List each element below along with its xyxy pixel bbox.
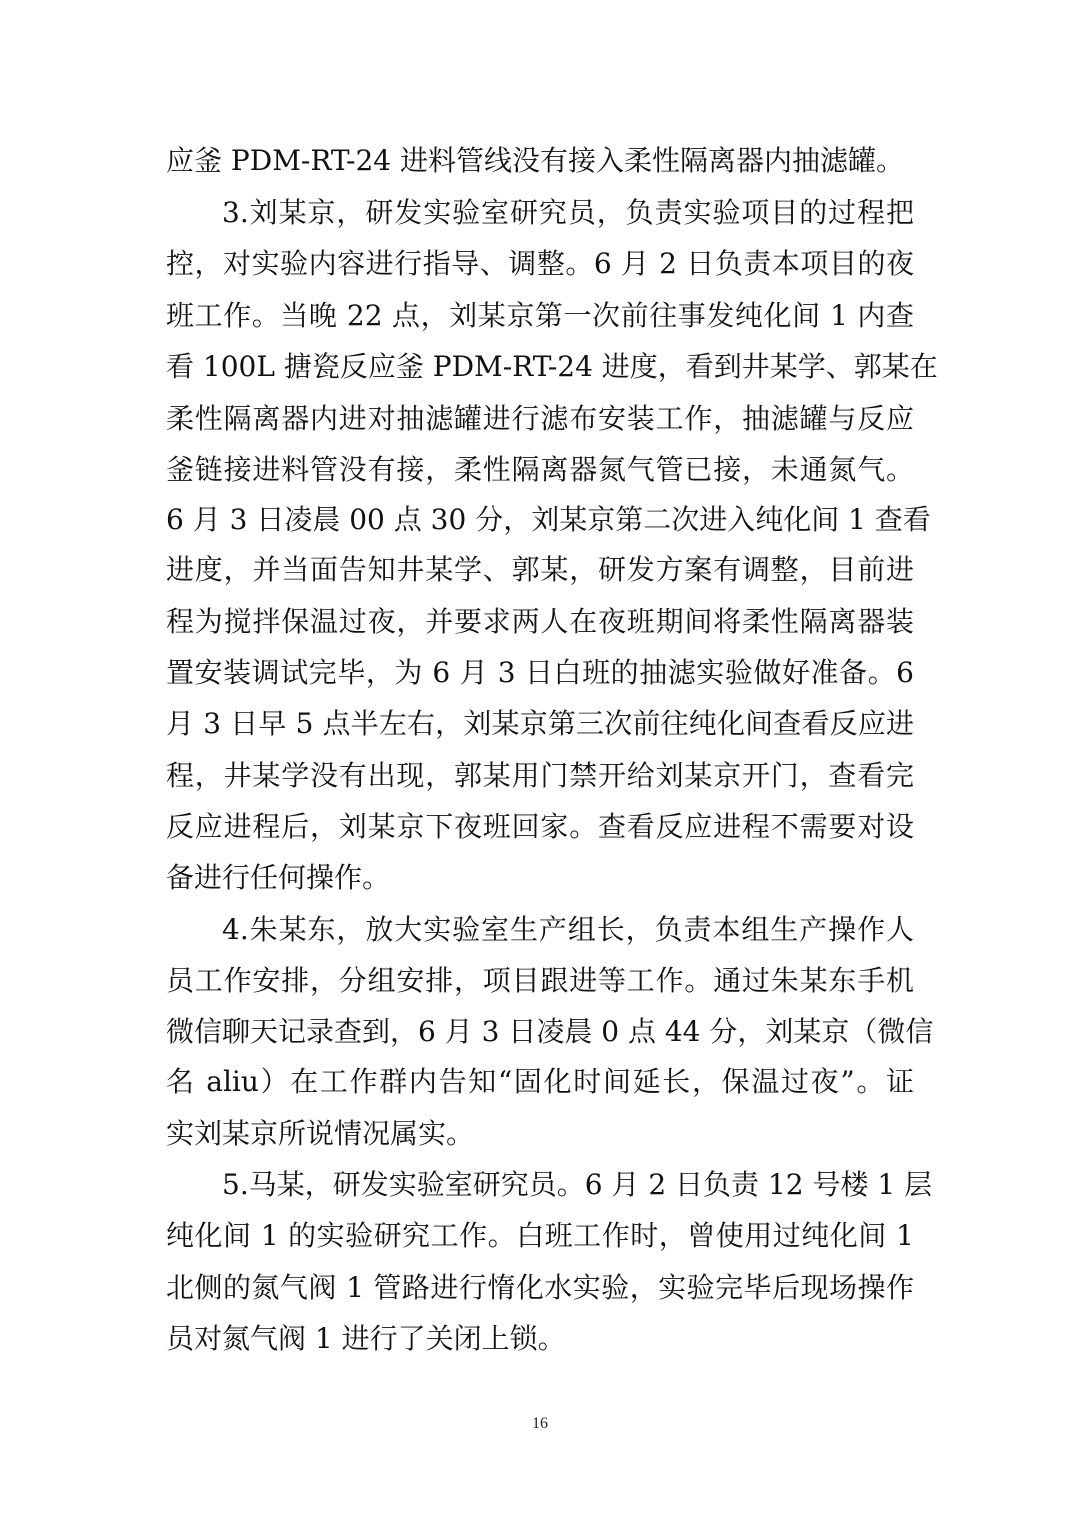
text-line: 员工作安排，分组安排，项目跟进等工作。通过朱某东手机 [166, 964, 914, 997]
text-line: 月 3 日早 5 点半左右，刘某京第三次前往纯化间查看反应进 [166, 707, 914, 740]
text-line: 釜链接进料管没有接，柔性隔离器氮气管已接，未通氮气。 [166, 453, 914, 486]
text-line: 纯化间 1 的实验研究工作。白班工作时，曾使用过纯化间 1 [166, 1219, 914, 1252]
text-line: 5.马某，研发实验室研究员。6 月 2 日负责 12 号楼 1 层 [222, 1168, 933, 1201]
text-line: 置安装调试完毕，为 6 月 3 日白班的抽滤实验做好准备。6 [166, 656, 914, 689]
text-line: 北侧的氮气阀 1 管路进行惰化水实验，实验完毕后现场操作 [166, 1271, 914, 1304]
page-number: 16 [532, 1415, 548, 1432]
text-line: 微信聊天记录查到，6 月 3 日凌晨 0 点 44 分，刘某京（微信 [166, 1015, 934, 1048]
text-line: 员对氮气阀 1 进行了关闭上锁。 [166, 1322, 566, 1355]
text-line: 柔性隔离器内进对抽滤罐进行滤布安装工作，抽滤罐与反应 [166, 402, 914, 435]
text-line: 进度，并当面告知井某学、郭某，研发方案有调整，目前进 [166, 553, 914, 586]
text-line: 实刘某京所说情况属实。 [166, 1117, 475, 1150]
text-line: 看 100L 搪瓷反应釜 PDM-RT-24 进度，看到井某学、郭某在 [166, 350, 938, 383]
text-line: 程，井某学没有出现，郭某用门禁开给刘某京开门，查看完 [166, 759, 914, 792]
text-line: 应釜 PDM-RT-24 进料管线没有接入柔性隔离器内抽滤罐。 [166, 144, 904, 177]
text-line: 备进行任何操作。 [166, 861, 391, 894]
text-line: 程为搅拌保温过夜，并要求两人在夜班期间将柔性隔离器装 [166, 605, 914, 638]
text-line: 反应进程后，刘某京下夜班回家。查看反应进程不需要对设 [166, 810, 914, 843]
text-line: 4.朱某东，放大实验室生产组长，负责本组生产操作人 [222, 913, 914, 946]
text-line: 6 月 3 日凌晨 00 点 30 分，刘某京第二次进入纯化间 1 查看 [166, 503, 931, 536]
text-line: 控，对实验内容进行指导、调整。6 月 2 日负责本项目的夜 [166, 247, 914, 280]
text-line: 3.刘某京，研发实验室研究员，负责实验项目的过程把 [222, 196, 914, 229]
text-line: 班工作。当晚 22 点，刘某京第一次前往事发纯化间 1 内查 [166, 299, 914, 332]
text-line: 名 aliu）在工作群内告知“固化时间延长，保温过夜”。证 [166, 1065, 914, 1098]
